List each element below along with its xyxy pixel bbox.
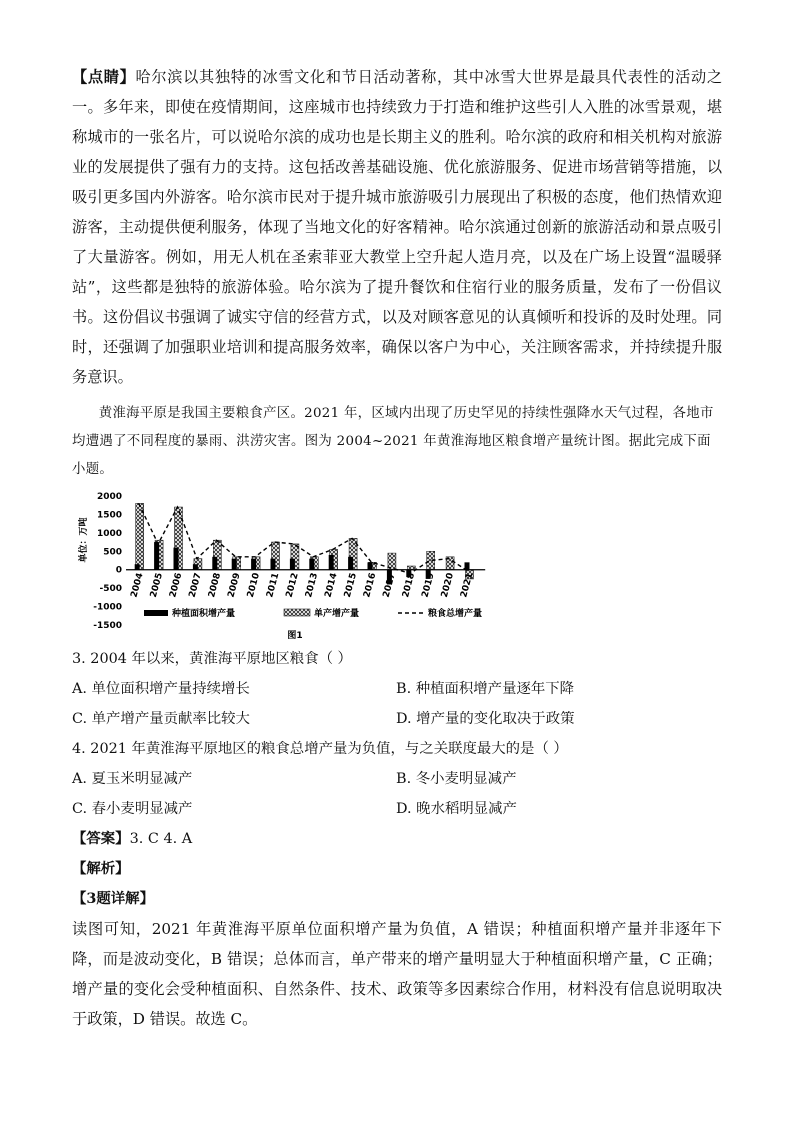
y-tick-label: -500 [99,584,122,595]
grain-increase-chart [72,490,532,640]
x-tick-label: 2013 [304,571,321,599]
q4-option-c: C. 春小麦明显减产 [72,801,193,817]
material-intro: 黄淮海平原是我国主要粮食产区。2021 年，区域内出现了历史罕见的持续性强降水天气过程，各地市均遭遇了不同程度的暴雨、洪涝灾害。图为 2004~2021 年黄淮海地区粮食增产量统计图。据此完成下面小题。 [72,406,714,477]
x-tick-label: 2011 [265,571,282,599]
bar-planting-area [251,559,256,570]
question-4-options [72,764,722,824]
chart-svg [72,490,532,640]
legend-label-unit: 单产增产量 [314,609,360,619]
answer-text: 3. C 4. A [129,831,193,847]
dianjing-tag: 【点睛】 [72,68,136,86]
bar-planting-area [271,559,276,570]
q4-option-b: B. 冬小麦明显减产 [396,771,517,787]
bar-planting-area [212,557,217,570]
bar-planting-area [135,564,140,570]
q3-option-d: D. 增产量的变化取决于政策 [396,711,575,727]
y-tick-label: 1500 [96,510,122,521]
x-tick-label: 2007 [187,571,204,599]
x-tick-label: 2009 [226,571,243,599]
q4-option-a: A. 夏玉米明显减产 [72,771,193,787]
dianjing-body: 哈尔滨以其独特的冰雪文化和节日活动著称，其中冰雪大世界是最具代表性的活动之一。多年来，即使在疫情期间，这座城市也持续致力于打造和维护这些引人入胜的冰雪景观，堪称城市的一张名片，可以说哈尔滨的成功也是长期主义的胜利。哈尔滨的政府和相关机构对旅游业的发展提供了强有力的支持。这包括改善基础设施、优化旅游服务、促进市场营销等措施，以吸引更多国内外游客。哈尔滨市民对于提升城市旅游吸引力展现出了积极的态度，他们热情欢迎游客，主动提供便利服务，体现了当地文化的好客精神。哈尔滨通过创新的旅游活动和景点吸引了大量游客。例如，用无人机在圣索菲亚大教堂上空升起人造月亮，以及在广场上设置“温暖驿站”，这些都是独特的旅游体验。哈尔滨为了提升餐饮和住宿行业的服务质量，发布了一份倡议书。这份倡议书强调了诚实守信的经营方式，以及对顾客意见的认真倾听和投诉的及时处理。同时，还强调了加强职业培训和提高服务效率，确保以客户为中心，关注顾客需求，并持续提升服务意识。 [72,68,723,386]
x-tick-label: 2021 [459,571,476,599]
x-tick-label: 2019 [420,571,437,599]
bar-unit-yield [136,503,144,569]
bar-planting-area [193,564,198,570]
bar-planting-area [232,559,237,570]
y-tick-label: 500 [103,547,122,558]
q3-option-b: B. 种植面积增产量逐年下降 [396,681,575,697]
x-tick-label: 2006 [168,571,185,599]
q4-option-d: D. 晚水稻明显减产 [396,801,517,817]
answer-tag: 【答案】 [72,830,130,847]
chart-caption: 图1 [287,631,303,640]
y-tick-label: 1000 [96,528,122,539]
q3-option-c: C. 单产增产量贡献率比较大 [72,711,250,727]
bar-planting-area [348,557,353,570]
x-tick-label: 2020 [439,571,456,599]
y-tick-label: -1000 [93,602,122,613]
x-tick-label: 2017 [381,571,398,599]
y-tick-label: 0 [115,565,122,576]
question-3-options [72,674,722,734]
x-tick-label: 2015 [342,571,359,599]
bar-planting-area [174,548,179,570]
x-tick-label: 2005 [148,571,165,599]
bar-planting-area [309,559,314,570]
question-4-stem: 4. 2021 年黄淮海平原地区的粮食总增产量为负值，与之关联度最大的是（ ） [72,741,568,757]
analysis-tag: 【解析】 [72,860,130,877]
y-tick-label: -1500 [93,621,122,631]
bar-planting-area [154,542,159,570]
x-tick-label: 2018 [401,571,418,599]
bar-planting-area [290,559,295,570]
page [72,62,722,1034]
y-tick-label: 2000 [96,492,122,502]
series-line-total [139,503,469,573]
x-tick-label: 2010 [245,571,262,599]
x-tick-label: 2014 [323,571,340,599]
y-axis-label: 单位：万吨 [79,517,89,563]
legend-label-area: 种植面积增产量 [172,609,236,619]
dianjing-paragraph [72,62,722,392]
question-3-stem: 3. 2004 年以来，黄淮海平原地区粮食（ ） [72,651,352,667]
x-tick-label: 2016 [362,571,379,599]
x-tick-label: 2008 [207,571,224,599]
x-tick-label: 2004 [129,571,146,599]
q3-option-a: A. 单位面积增产量持续增长 [72,681,250,697]
legend-swatch-unit [284,609,310,616]
bar-planting-area [329,555,334,570]
legend-label-total: 粮食总增产量 [428,609,483,619]
answer-line [72,824,722,854]
detail-3-text: 读图可知，2021 年黄淮海平原单位面积增产量为负值，A 错误；种植面积增产量并非逐年下降，而是波动变化，B 错误；总体而言，单产带来的增产量明显大于种植面积增产量，C 正确；增产量的变化会受种植面积、自然条件、技术、政策等多因素综合作用，材料没有信息说明取决于政策，D 错误。故选 C。 [72,920,722,1028]
detail-3-tag: 【3题详解】 [72,890,154,907]
bar-planting-area [368,562,373,569]
legend-swatch-area [144,610,168,616]
x-tick-label: 2012 [284,571,301,599]
